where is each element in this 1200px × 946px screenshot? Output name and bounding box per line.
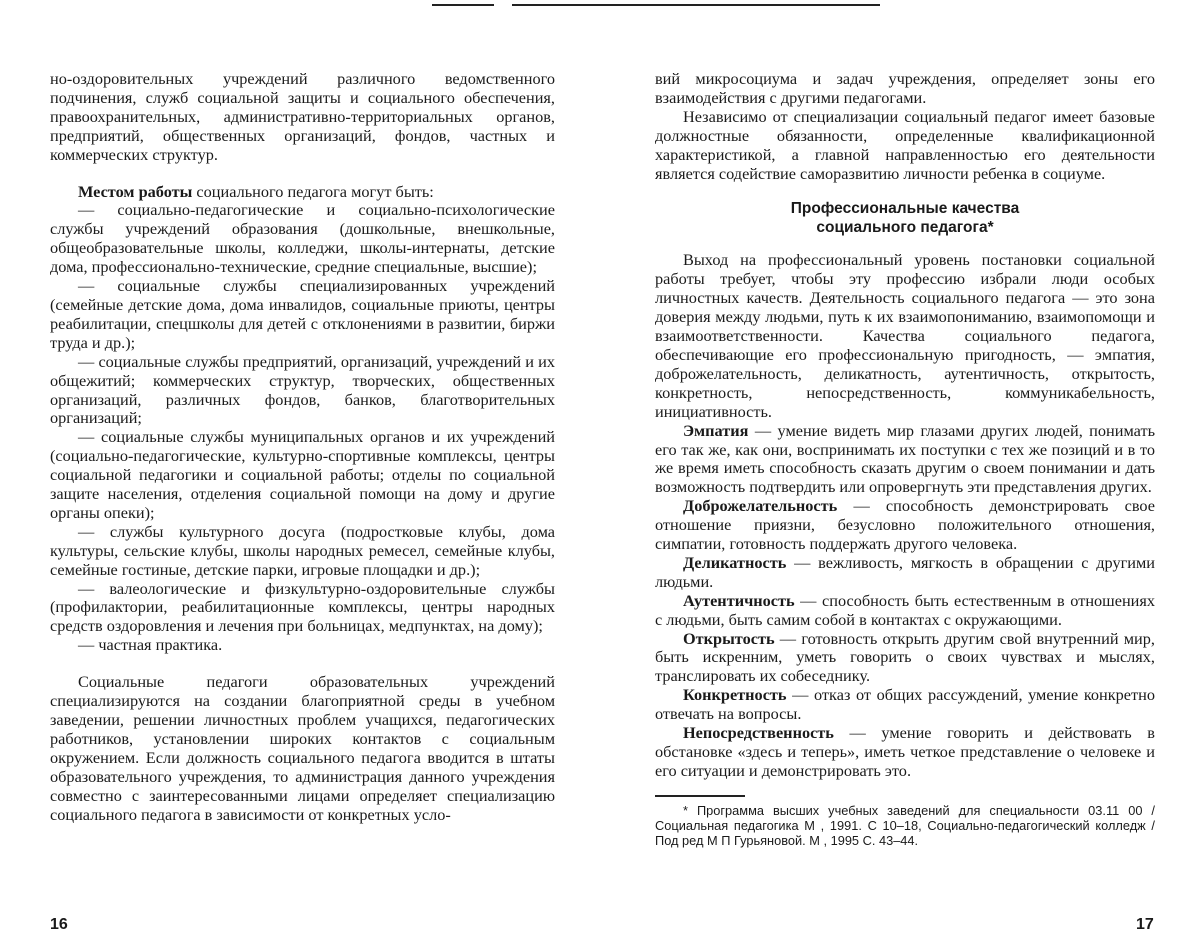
quality-openness — [655, 630, 1155, 687]
quality-empathy — [655, 422, 1155, 498]
left-page-number: 16 — [50, 916, 68, 934]
quality-authenticity — [655, 592, 1155, 630]
quality-text: — умение говорить и действовать в обстановке «здесь и теперь», иметь четкое представление о человеке и его ситуации и демонстрировать это. — [655, 723, 1155, 780]
quality-benevolence — [655, 497, 1155, 554]
footnote-rule — [655, 795, 745, 797]
workplace-term: Местом работы — [78, 182, 192, 201]
right-paragraph-1: вий микросоциума и задач учреждения, определяет зоны его взаимодействия с другими педагогами. — [655, 70, 1155, 108]
left-paragraph-1: но-оздоровительных учреждений различного ведомственного подчинения, служб социальной защиты и социального обеспечения, правоохранительных, административно-территориальных органов, предприятий, общественных организаций, фондов, частных и коммерческих структур. — [50, 70, 555, 165]
workplace-item-3: — социальные службы предприятий, организаций, учреждений и их общежитий; коммерческих структур, творческих, общественных организаций, различных фондов, банков, благотворительных организаций; — [50, 353, 555, 429]
quality-text: — умение видеть мир глазами других людей, понимать его так же, как они, воспринимать их поступки с тех же позиций и в то же время иметь способность сказать другим о своем понимании и дать возможность подтвердить или опровергнуть эти представления других. — [655, 421, 1155, 497]
top-rule-long — [512, 4, 880, 6]
right-paragraph-2: Независимо от специализации социальный педагог имеет базовые должностные обязанности, определенные квалификационной характеристикой, а главной направленностью его деятельности является содействие саморазвитию личности ребенка в социуме. — [655, 108, 1155, 184]
workplace-item-7: — частная практика. — [50, 636, 555, 655]
book-spread — [0, 0, 1200, 946]
workplace-item-2: — социальные службы специализированных учреждений (семейные детские дома, дома инвалидов, социальные приюты, центры реабилитации, спецшколы для детей с отклонениями в развитии, биржи труда и др.); — [50, 277, 555, 353]
quality-immediacy — [655, 724, 1155, 781]
workplace-rest: социального педагога могут быть: — [192, 182, 433, 201]
left-page — [50, 70, 555, 824]
workplace-intro — [50, 183, 555, 202]
workplace-item-5: — службы культурного досуга (подростковые клубы, дома культуры, сельские клубы, школы народных ремесел, семейные клубы, семейные гостиные, детские парки, игровые площадки и др.); — [50, 523, 555, 580]
quality-term: Аутентичность — [683, 591, 795, 610]
quality-text: — способность демонстрировать свое отношение приязни, безусловно положительного отношения, симпатии, готовность поддержать другого человека. — [655, 496, 1155, 553]
right-page-number: 17 — [1136, 916, 1154, 934]
footnote: * Программа высших учебных заведений для специальности 03.11 00 / Социальная педагогика М , 1991. С 10–18, Социально-педагогический колледж / Под ред М П Гурьяновой. М , 1995 С. 43–44. — [655, 803, 1155, 849]
workplace-item-4: — социальные службы муниципальных органов и их учреждений (социально-педагогические, культурно-спортивные комплексы, центры социальной педагогики и социальной работы; отделы по социальной защите населения, отделения социальной помощи на дому и другие органы опеки); — [50, 428, 555, 523]
right-page — [655, 70, 1155, 848]
left-paragraph-last: Социальные педагоги образовательных учреждений специализируются на создании благоприятной среды в учебном заведении, решении личностных проблем учащихся, педагогических работников, установлении широких контактов с социальным окружением. Если должность социального педагога вводится в штаты образовательного учреждения, то администрация данного учреждения совместно с заинтересованными лицами определяет специализацию социального педагога в зависимости от конкретных усло- — [50, 673, 555, 824]
quality-term: Эмпатия — [683, 421, 748, 440]
top-rule-short — [432, 4, 494, 6]
quality-concreteness — [655, 686, 1155, 724]
heading-line-1: Профессиональные качества — [655, 199, 1155, 218]
workplace-item-6: — валеологические и физкультурно-оздоровительные службы (профилактории, реабилитационные комплексы, центры народных средств оздоровления и лечения при больницах, медпунктах, на дому); — [50, 580, 555, 637]
section-heading — [655, 199, 1155, 237]
quality-term: Конкретность — [683, 685, 787, 704]
right-paragraph-3: Выход на профессиональный уровень постановки социальной работы требует, чтобы эту профессию избрали люди особых личностных качеств. Деятельность социального педагога — это зона доверия между людьми, путь к их взаимопониманию, взаимопомощи и взаимоответственности. Качества социального педагога, обеспечивающие его профессиональную пригодность, — эмпатия, доброжелательность, деликатность, аутентичность, открытость, конкретность, непосредственность, коммуникабельность, инициативность. — [655, 251, 1155, 421]
quality-text: — вежливость, мягкость в обращении с другими людьми. — [655, 553, 1155, 591]
quality-text: — отказ от общих рассуждений, умение конкретно отвечать на вопросы. — [655, 685, 1155, 723]
workplace-item-1: — социально-педагогические и социально-психологические службы учреждений образования (дошкольные, внешкольные, общеобразовательные школы, колледжи, школы-интернаты, детские дома, профессионально-технические, средние специальные, высшие); — [50, 201, 555, 277]
quality-text: — способность быть естественным в отношениях с людьми, быть самим собой в контактах с окружающими. — [655, 591, 1155, 629]
quality-text: — готовность открыть другим свой внутренний мир, быть искренним, уметь говорить о своих чувствах и мыслях, транслировать их собеседнику. — [655, 629, 1155, 686]
quality-term: Открытость — [683, 629, 775, 648]
heading-line-2: социального педагога* — [655, 218, 1155, 237]
quality-delicacy — [655, 554, 1155, 592]
quality-term: Непосредственность — [683, 723, 834, 742]
quality-term: Деликатность — [683, 553, 786, 572]
quality-term: Доброжелательность — [683, 496, 837, 515]
